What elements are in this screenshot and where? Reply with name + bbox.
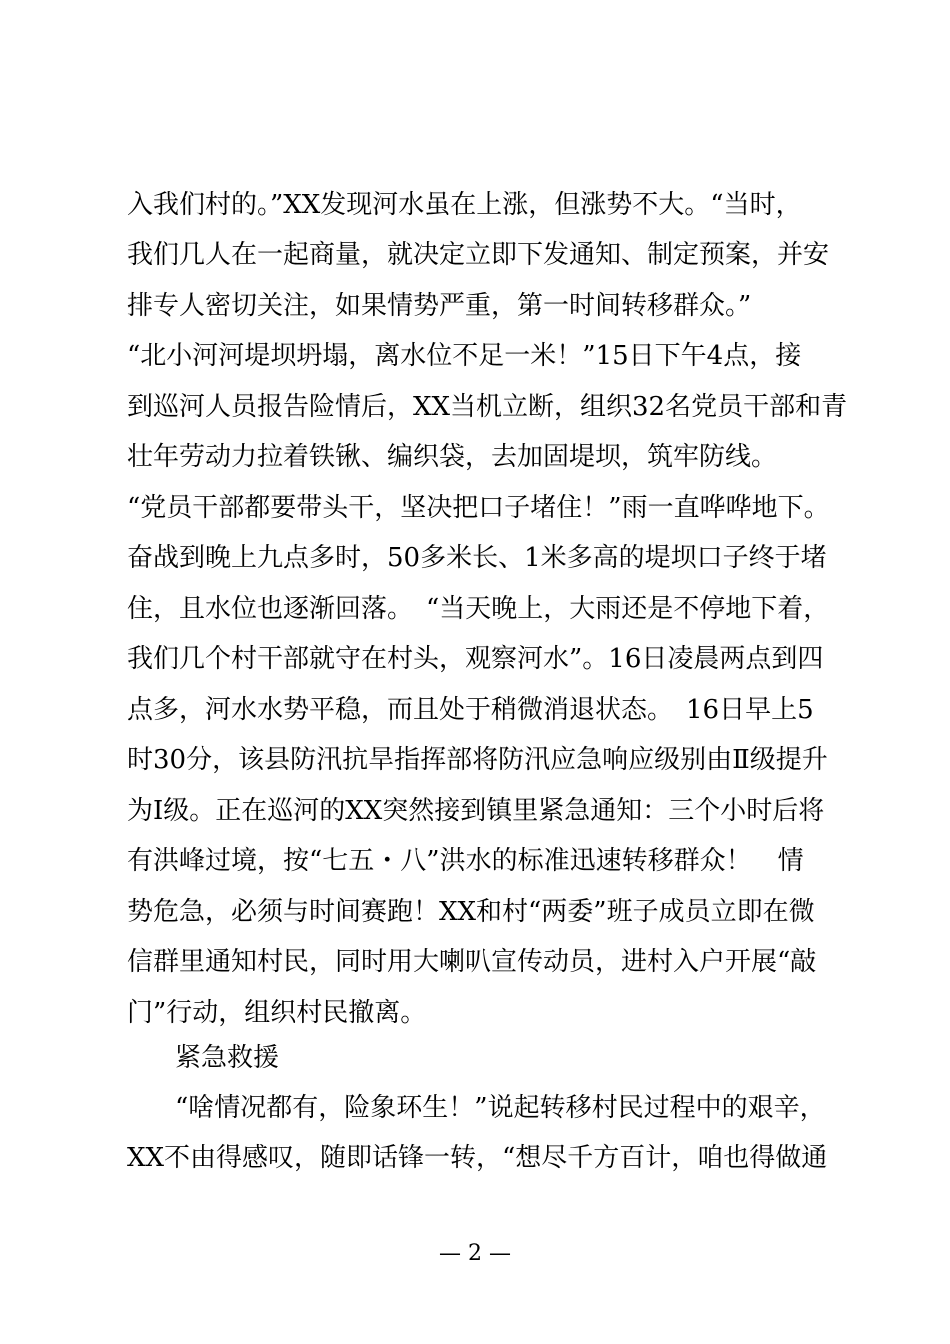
body-text-line: 点多，河水水势平稳，而且处于稍微消退状态。 16日早上5 — [127, 695, 814, 725]
body-text-line: 壮年劳动力拉着铁锹、编织袋，去加固堤坝，筑牢防线。 — [127, 442, 778, 472]
body-text-line: 到巡河人员报告险情后，XX当机立断，组织32名党员干部和青 — [127, 392, 848, 422]
body-text-line: 有洪峰过境，按“七五・八”洪水的标准迅速转移群众！ 情 — [127, 846, 804, 876]
body-text-line: “北小河河堤坝坍塌，离水位不足一米！”15日下午4点，接 — [127, 341, 802, 371]
section-heading: 紧急救援 — [175, 1043, 280, 1073]
body-text-line: XX不由得感叹，随即话锋一转，“想尽千方百计，咱也得做通 — [127, 1143, 828, 1173]
body-text-line: 奋战到晚上九点多时，50多米长、1米多高的堤坝口子终于堵 — [127, 543, 827, 573]
body-text-line: 信群里通知村民，同时用大喇叭宣传动员，进村入户开展“敲 — [127, 947, 817, 977]
body-text-line: 我们几个村干部就守在村头，观察河水”。16日凌晨两点到四 — [127, 644, 824, 674]
body-text-line: 住，且水位也逐渐回落。 “当天晚上，大雨还是不停地下着， — [127, 594, 830, 624]
body-text-line: “党员干部都要带头干，坚决把口子堵住！”雨一直哗哗地下。 — [127, 493, 830, 523]
page-number: — 2 — — [439, 1241, 511, 1266]
body-text-line: 我们几人在一起商量，就决定立即下发通知、制定预案，并安 — [127, 240, 830, 270]
body-text-line: 排专人密切关注，如果情势严重，第一时间转移群众。” — [127, 291, 752, 321]
body-text-line: 为Ⅰ级。正在巡河的XX突然接到镇里紧急通知：三个小时后将 — [127, 796, 825, 826]
body-text-line: 势危急，必须与时间赛跑！XX和村“两委”班子成员立即在微 — [127, 897, 815, 927]
body-text-line: 门”行动，组织村民撤离。 — [127, 998, 427, 1028]
body-text-line: 时30分，该县防汛抗旱指挥部将防汛应急响应级别由Ⅱ级提升 — [127, 745, 828, 775]
body-text-line: 入我们村的。”XX发现河水虽在上涨，但涨势不大。“当时， — [127, 190, 802, 220]
body-text-line: “啥情况都有，险象环生！”说起转移村民过程中的艰辛， — [175, 1093, 826, 1123]
